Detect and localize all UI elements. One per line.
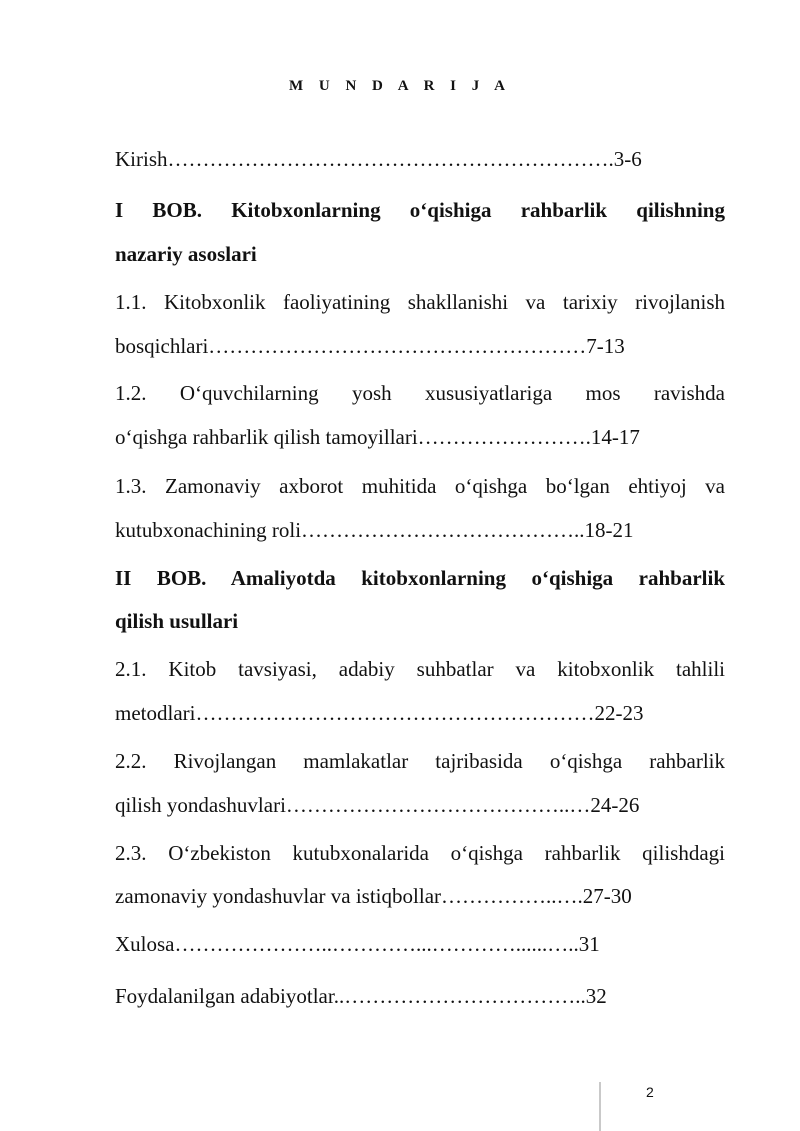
toc-entry-2-2: 2.2. Rivojlangan mamlakatlar tajribasida o‘qishga rahbarlik	[115, 749, 725, 773]
toc-entry-1-3: 1.3. Zamonaviy axborot muhitida o‘qishga bo‘lgan ehtiyoj va	[115, 474, 725, 498]
page-number-divider	[599, 1082, 601, 1131]
toc-chapter-2-title-cont: qilish usullari	[115, 609, 239, 633]
toc-chapter-2-title: II BOB. Amaliyotda kitobxonlarning o‘qishiga rahbarlik	[115, 566, 725, 590]
toc-entry-2-3: 2.3. O‘zbekiston kutubxonalarida o‘qishga rahbarlik qilishdagi	[115, 841, 725, 865]
toc-entry-2-3-cont: zamonaviy yondashuvlar va istiqbollar……………..….27-30	[115, 884, 632, 908]
toc-entry-1-1: 1.1. Kitobxonlik faoliyatining shakllanishi va tarixiy rivojlanish	[115, 290, 725, 314]
toc-entry-xulosa: Xulosa…………………..…………...…………......…..31	[115, 932, 600, 956]
toc-entry-1-1-cont: bosqichlari………………………………………………7-13	[115, 334, 625, 358]
toc-chapter-1-title: I BOB. Kitobxonlarning o‘qishiga rahbarlik qilishning	[115, 198, 725, 222]
page-title: M U N D A R I J A	[288, 78, 511, 94]
toc-entry-2-1-cont: metodlari…………………………………………………22-23	[115, 701, 644, 725]
page-number: 2	[646, 1084, 654, 1100]
toc-entry-2-1: 2.1. Kitob tavsiyasi, adabiy suhbatlar va kitobxonlik tahlili	[115, 657, 725, 681]
toc-entry-1-2-cont: o‘qishga rahbarlik qilish tamoyillari…………………….14-17	[115, 425, 640, 449]
toc-entry-2-2-cont: qilish yondashuvlari…………………………………..…24-26	[115, 793, 640, 817]
toc-entry-foydalanilgan-adabiyotlar: Foydalanilgan adabiyotlar..……………………………..32	[115, 984, 607, 1008]
toc-chapter-1-title-cont: nazariy asoslari	[115, 242, 257, 266]
toc-entry-1-3-cont: kutubxonachining roli…………………………………..18-21	[115, 518, 634, 542]
toc-entry-1-2: 1.2. O‘quvchilarning yosh xususiyatlariga mos ravishda	[115, 381, 725, 405]
toc-entry-kirish: Kirish……………………………………………………….3-6	[115, 147, 642, 171]
